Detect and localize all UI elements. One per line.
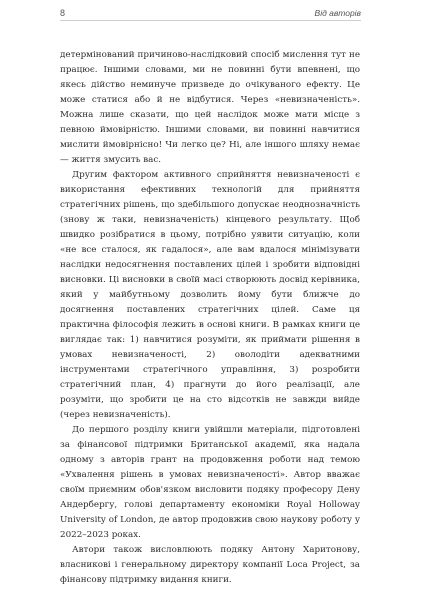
running-title: Від авторів xyxy=(314,8,361,18)
page-number: 8 xyxy=(60,8,66,18)
paragraph-continuation: детермінований причиново-наслідковий спосіб мислення тут не працює. Іншими словами, ми не повинні бути впевнені, що якесь дійство неминуче призведе до очікуваного ефекту. Це може статися або й не відбутися. Через «невизначеність». Можна лише сказати, що цей наслідок може мати місце з певною ймовірністю. Іншими словами, ви повинні навчитися мислити ймовірнісно! Чи легко це? Ні, але іншого шляху немає — життя змусить вас. xyxy=(60,50,360,165)
header-rule xyxy=(60,20,361,21)
body-text xyxy=(60,48,360,588)
paragraph-acknowledgement-academy: До першого розділу книги увійшли матеріали, підготовлені за фінансової підтримки Британської академії, яка надала одному з авторів грант на продовження роботи над темою «Ухвалення рішень в умовах невизначеності». Автор вважає своїм приємним обов'язком висловити подяку професору Дену Андербергу, голові департаменту економіки Royal Holloway University of London, де автор продовжив свою наукову роботу у 2022–2023 роках. xyxy=(60,425,360,540)
paragraph-uncertainty-factor: Другим фактором активного сприйняття невизначеності є використання ефективних технологій для прийняття стратегічних рішень, що здебільшого допускає неоднозначність (знову ж таки, невизначеність) кінцевого результату. Щоб швидко розібратися в цьому, потрібно уявити ситуацію, коли «не все сталося, як гадалося», але вам вдалося мінімізувати наслідки недосягнення поставлених цілей і зробити відповідні висновки. Ці висновки в своїй масі створюють досвід керівника, який у майбутньому дозволить йому бути ближче до досягнення поставлених стратегічних цілей. Саме ця практична філософія лежить в основі книги. В рамках книги це виглядає так: 1) навчитися розуміти, як приймати рішення в умовах невизначеності, 2) оволодіти адекватними інструментами стратегічного управління, 3) розробити стратегічний план, 4) прагнути до його реалізації, але розуміти, що зробити це на сто відсотків не завжди вийде (через невизначеність). xyxy=(60,170,360,420)
paragraph-acknowledgement-sponsor: Автори також висловлюють подяку Антону Харитонову, власникові і генеральному директору компанії Loca Project, за фінансову підтримку видання книги. xyxy=(60,545,360,585)
